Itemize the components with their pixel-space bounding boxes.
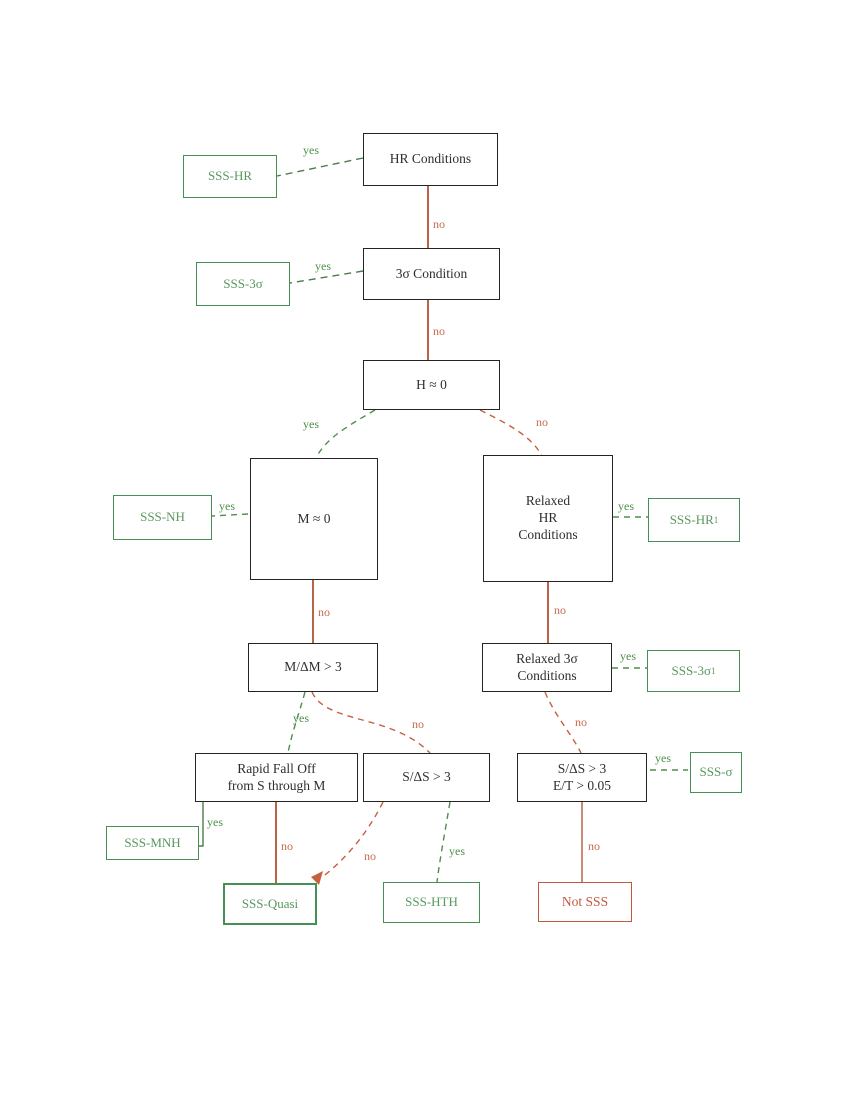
node-hr-conditions: [363, 133, 498, 186]
edge-label-yes-sdset: yes: [655, 751, 671, 765]
connector-h0-to-relaxedhr: [480, 410, 543, 458]
edge-label-yes-3sigma: yes: [315, 259, 331, 273]
edge-label-no-relaxed3sigma: no: [575, 715, 587, 729]
connector-sds-to-ssshth: [437, 802, 450, 882]
node-m-approx-0-label: M ≈ 0: [297, 510, 331, 526]
connector-hr-to-ssshr: [277, 158, 363, 176]
node-h-approx-0-label: H ≈ 0: [416, 376, 447, 392]
class-sss-3sigma: [196, 262, 290, 306]
connector-sds-to-sssquasi: [321, 802, 383, 878]
class-sss-quasi-label: SSS-Quasi: [241, 895, 299, 911]
node-sds-et: [517, 753, 647, 802]
node-mdm-gt-3-label: M/ΔM > 3: [284, 659, 342, 675]
class-sss-nh-label: SSS-NH: [140, 509, 185, 525]
edge-label-yes-mdm: yes: [293, 711, 309, 725]
class-sss-mnh-label: SSS-MNH: [124, 834, 181, 850]
edge-label-no-3sigma: no: [433, 324, 445, 338]
node-relaxed-3sigma-line1: Relaxed 3σ: [516, 650, 578, 666]
node-relaxed-hr-line1: Relaxed: [525, 493, 571, 509]
class-sss-sigma: [690, 752, 742, 793]
class-sss-quasi: [223, 883, 317, 925]
node-hr-conditions-label: HR Conditions: [389, 151, 472, 167]
node-3sigma-condition: [363, 248, 500, 300]
node-h-approx-0: [363, 360, 500, 410]
node-relaxed-hr-conditions: [483, 455, 613, 582]
class-sss-3sigma1: SSS-3σ 1: [647, 650, 740, 692]
connector-h0-to-m0: [316, 410, 375, 458]
node-relaxed-3sigma-conditions: [482, 643, 612, 692]
class-sss-3sigma-label: SSS-3σ: [223, 275, 263, 291]
class-sss-3sigma1-label: SSS-3σ: [671, 662, 712, 678]
class-sss-hth: [383, 882, 480, 923]
edge-label-no-rapidfall: no: [281, 839, 293, 853]
class-sss-sigma-label: SSS-σ: [699, 764, 733, 780]
connector-m0-to-sssnh: [212, 514, 248, 516]
class-sss-hth-label: SSS-HTH: [405, 894, 458, 910]
class-sss-mnh: [106, 826, 199, 860]
edge-label-yes-hr: yes: [303, 143, 319, 157]
edge-label-no-mdm: no: [412, 717, 424, 731]
node-rapid-fall-off-line2: from S through M: [227, 777, 326, 793]
node-relaxed-3sigma-line2: Conditions: [517, 667, 577, 683]
node-relaxed-hr-line3: Conditions: [518, 526, 578, 542]
node-sds-et-line2: E/T > 0.05: [553, 777, 611, 793]
node-sds-gt-3: [363, 753, 490, 802]
node-rapid-fall-off: [195, 753, 358, 802]
edge-label-yes-m0: yes: [219, 499, 235, 513]
class-sss-hr1-label: SSS-HR: [669, 511, 714, 527]
node-m-approx-0: [250, 458, 378, 580]
class-sss-hr1: SSS-HR 1: [648, 498, 740, 542]
edge-label-no-sdset: no: [588, 839, 600, 853]
class-sss-hr-label: SSS-HR: [207, 168, 253, 184]
class-sss-nh: [113, 495, 212, 540]
node-mdm-gt-3: [248, 643, 378, 692]
edge-label-yes-rapidfall: yes: [207, 815, 223, 829]
node-relaxed-hr-line2: HR: [538, 510, 558, 526]
node-rapid-fall-off-line1: Rapid Fall Off: [237, 760, 316, 776]
connector-rapidfall-to-sssmnh: [199, 800, 203, 846]
node-sds-gt-3-label: S/ΔS > 3: [402, 769, 451, 785]
edge-label-no-m0: no: [318, 605, 330, 619]
class-not-sss: [538, 882, 632, 922]
edge-label-no-relaxedhr: no: [554, 603, 566, 617]
class-sss-hr: [183, 155, 277, 198]
edge-label-yes-relaxedhr: yes: [618, 499, 634, 513]
edge-label-no-h0: no: [536, 415, 548, 429]
edge-label-yes-relaxed3sigma: yes: [620, 649, 636, 663]
edge-label-no-sds: no: [364, 849, 376, 863]
edge-label-no-hr: no: [433, 217, 445, 231]
node-sds-et-line1: S/ΔS > 3: [557, 760, 607, 776]
class-not-sss-label: Not SSS: [561, 893, 609, 909]
node-3sigma-condition-label: 3σ Condition: [395, 265, 468, 281]
edge-label-yes-sds: yes: [449, 844, 465, 858]
edge-label-yes-h0: yes: [303, 417, 319, 431]
